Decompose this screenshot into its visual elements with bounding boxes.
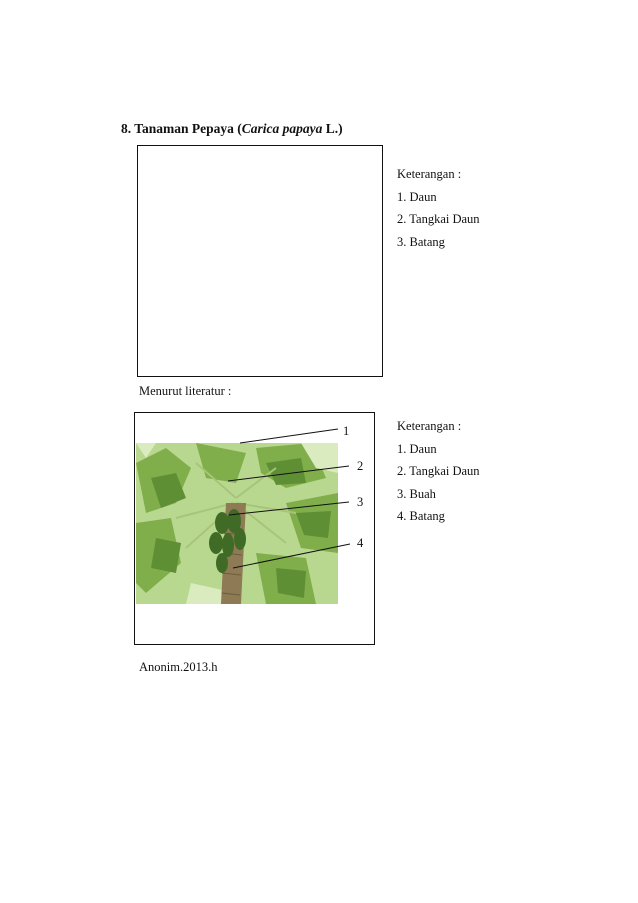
pointer-line-1 xyxy=(240,429,338,443)
literature-caption: Menurut literatur : xyxy=(139,384,232,398)
pointer-label: 3 xyxy=(357,495,364,509)
pointer-line-2 xyxy=(228,466,349,481)
legend-item: 2. Tangkai Daun xyxy=(397,464,480,478)
pointer-line-4 xyxy=(233,544,350,568)
pointer-label: 4 xyxy=(357,536,364,550)
source-citation: Anonim.2013.h xyxy=(139,660,218,674)
heading-suffix: L.) xyxy=(322,121,343,136)
legend-item: 4. Batang xyxy=(397,509,445,523)
legend-item: 3. Batang xyxy=(397,234,445,249)
section-number: 8. xyxy=(121,121,132,136)
legend-title: Keterangan : xyxy=(397,419,462,433)
literature-legend xyxy=(397,415,480,528)
scientific-name: Carica papaya xyxy=(241,121,323,136)
pointer-line-3 xyxy=(229,502,349,515)
legend-title: Keterangan : xyxy=(397,167,462,181)
legend-item: 1. Daun xyxy=(397,441,437,456)
heading-prefix: Tanaman Pepaya ( xyxy=(134,121,242,136)
legend-item: 3. Buah xyxy=(397,486,436,501)
legend-item: 1. Daun xyxy=(397,189,437,204)
pointer-label: 2 xyxy=(357,459,364,473)
pointer-label: 1 xyxy=(343,424,350,438)
legend-item: 2. Tangkai Daun xyxy=(397,212,480,226)
